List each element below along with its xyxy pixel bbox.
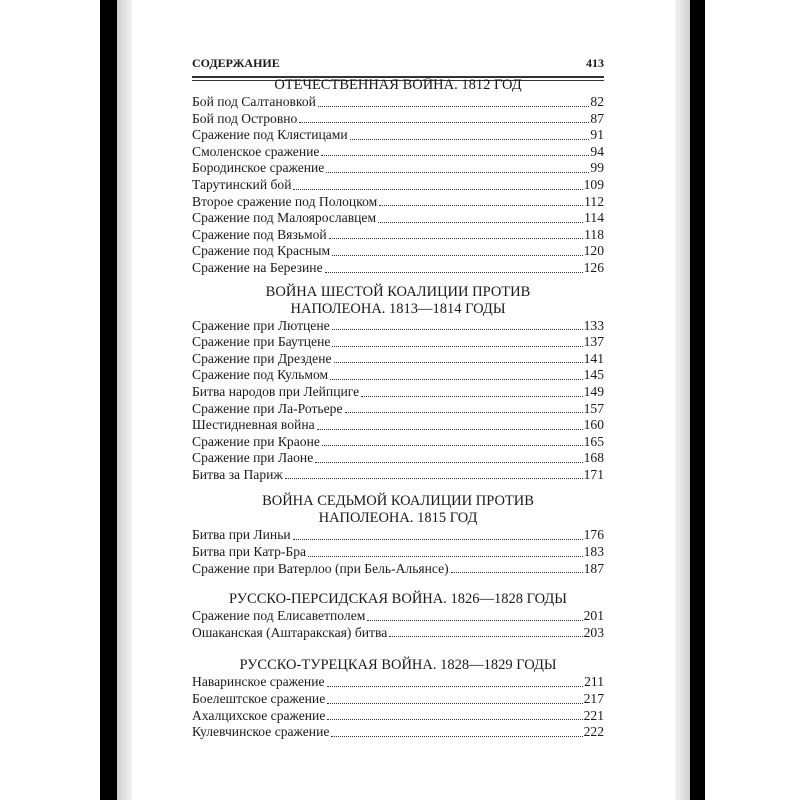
dot-leader [327, 703, 582, 704]
toc-entry [192, 608, 604, 625]
entry-title: Сражение при Краоне [192, 433, 320, 449]
toc-entry [192, 111, 604, 128]
entry-page-number: 203 [583, 624, 604, 640]
toc-entry [192, 527, 604, 544]
entry-page-number: 91 [590, 127, 604, 143]
section-title: РУССКО-ПЕРСИДСКАЯ ВОЙНА. 1826—1828 ГОДЫ [229, 591, 567, 608]
dot-leader [308, 556, 583, 557]
entry-title: Битва за Париж [192, 466, 283, 482]
entry-title: Сражение при Ватерлоо (при Бель-Альянсе) [192, 560, 449, 576]
section-title: НАПОЛЕОНА. 1815 ГОД [318, 510, 478, 527]
entry-page-number: 165 [583, 433, 604, 449]
dot-leader [361, 396, 582, 397]
entry-page-number: 82 [590, 94, 604, 109]
toc-entry [192, 243, 604, 260]
toc-entry [192, 351, 604, 368]
dot-leader [331, 736, 582, 737]
toc-entry [192, 127, 604, 144]
section-title: ОТЕЧЕСТВЕННАЯ ВОЙНА. 1812 ГОД [274, 77, 522, 93]
entry-title: Шестидневная война [192, 417, 315, 433]
toc-entry [192, 708, 604, 725]
toc-entry [192, 561, 604, 578]
entry-page-number: 141 [583, 350, 604, 366]
entry-page-number: 201 [583, 608, 604, 624]
dot-leader [325, 272, 583, 273]
dot-leader [350, 139, 590, 140]
dot-leader [327, 719, 582, 720]
toc-entry [192, 94, 604, 111]
entry-page-number: 160 [583, 417, 604, 433]
entry-title: Бородинское сражение [192, 160, 325, 176]
toc-section [192, 284, 604, 484]
toc-entry [192, 210, 604, 227]
dot-leader [327, 686, 584, 687]
entry-title: Сражение на Березине [192, 259, 323, 275]
entry-title: Ошаканская (Аштаракская) битва [192, 624, 388, 640]
dot-leader [326, 172, 589, 173]
toc-entry [192, 724, 604, 741]
section-title: НАПОЛЕОНА. 1813—1814 ГОДЫ [290, 300, 506, 317]
dot-leader [315, 462, 582, 463]
entry-page-number: 217 [583, 691, 604, 707]
dot-leader [299, 122, 589, 123]
entry-page-number: 114 [584, 210, 604, 226]
entry-page-number: 120 [583, 243, 604, 259]
entry-title: Кулевчинское сражение [192, 724, 330, 740]
section-title: РУССКО-ТУРЕЦКАЯ ВОЙНА. 1828—1829 ГОДЫ [239, 657, 557, 674]
toc-section [192, 77, 604, 277]
toc-entry [192, 260, 604, 277]
entry-page-number: 118 [584, 226, 604, 242]
page-number: 413 [586, 56, 604, 70]
dot-leader [293, 539, 583, 540]
toc-entry [192, 194, 604, 211]
dot-leader [332, 346, 582, 347]
entry-title: Бой под Салтановкой [192, 94, 316, 109]
entry-page-number: 94 [590, 143, 604, 159]
entry-title: Наваринское сражение [192, 674, 325, 690]
entry-title: Сражение под Малоярославцем [192, 210, 377, 226]
entry-page-number: 183 [583, 544, 604, 560]
toc-entry [192, 160, 604, 177]
running-header [192, 56, 604, 70]
dot-leader [330, 379, 583, 380]
toc-entry [192, 674, 604, 691]
toc-section [192, 657, 604, 740]
toc-entry [192, 318, 604, 335]
toc-entry [192, 367, 604, 384]
entry-title: Тарутинский бой [192, 176, 292, 192]
table-of-contents [192, 77, 604, 741]
dot-leader [321, 155, 589, 156]
toc-entry [192, 334, 604, 351]
toc-section [192, 493, 604, 577]
entry-title: Сражение под Клястицами [192, 127, 348, 143]
entry-title: Сражение при Ла-Ротьере [192, 400, 343, 416]
toc-entry [192, 467, 604, 484]
entry-page-number: 187 [583, 560, 604, 576]
toc-entry [192, 434, 604, 451]
toc-entry [192, 417, 604, 434]
entry-page-number: 126 [583, 259, 604, 275]
entry-page-number: 168 [583, 450, 604, 466]
entry-title: Битва при Линьи [192, 527, 291, 543]
entry-title: Смоленское сражение [192, 143, 320, 159]
dot-leader [379, 205, 583, 206]
entry-page-number: 112 [584, 193, 604, 209]
header-title: СОДЕРЖАНИЕ [192, 56, 280, 70]
dot-leader [293, 189, 582, 190]
dot-leader [345, 412, 583, 413]
right-black-border [690, 0, 705, 800]
entry-title: Сражение при Баутцене [192, 334, 331, 350]
entry-title: Сражение под Кульмом [192, 367, 329, 383]
entry-page-number: 222 [583, 724, 604, 740]
entry-page-number: 149 [583, 383, 604, 399]
toc-entry [192, 544, 604, 561]
entry-page-number: 133 [583, 317, 604, 333]
dot-leader [322, 445, 583, 446]
section-title: ВОЙНА ШЕСТОЙ КОАЛИЦИИ ПРОТИВ [265, 283, 531, 300]
entry-title: Боелештское сражение [192, 691, 326, 707]
toc-entry [192, 384, 604, 401]
right-page-shadow [675, 0, 690, 800]
entry-title: Второе сражение под Полоцком [192, 193, 378, 209]
dot-leader [332, 329, 583, 330]
toc-entry [192, 450, 604, 467]
entry-page-number: 176 [583, 527, 604, 543]
toc-entry [192, 625, 604, 642]
entry-page-number: 157 [583, 400, 604, 416]
dot-leader [332, 255, 583, 256]
dot-leader [451, 572, 583, 573]
toc-section [192, 591, 604, 641]
dot-leader [329, 238, 583, 239]
entry-page-number: 109 [583, 176, 604, 192]
entry-title: Сражение при Лютцене [192, 317, 330, 333]
entry-page-number: 145 [583, 367, 604, 383]
dot-leader [389, 636, 582, 637]
entry-title: Битва при Катр-Бра [192, 544, 307, 560]
entry-page-number: 211 [584, 674, 604, 690]
left-black-border [100, 0, 117, 800]
dot-leader [285, 478, 583, 479]
dot-leader [378, 222, 583, 223]
entry-title: Сражение под Вязьмой [192, 226, 327, 242]
dot-leader [334, 362, 583, 363]
entry-title: Сражение под Красным [192, 243, 331, 259]
entry-page-number: 221 [583, 707, 604, 723]
dot-leader [367, 620, 582, 621]
toc-entry [192, 401, 604, 418]
toc-entry [192, 144, 604, 161]
entry-title: Ахалцихское сражение [192, 707, 326, 723]
entry-page-number: 137 [583, 334, 604, 350]
entry-title: Сражение при Лаоне [192, 450, 314, 466]
entry-title: Сражение при Дрездене [192, 350, 332, 366]
entry-page-number: 99 [590, 160, 604, 176]
entry-page-number: 87 [590, 110, 604, 126]
dot-leader [317, 429, 583, 430]
toc-entry [192, 177, 604, 194]
entry-title: Бой под Островно [192, 110, 298, 126]
entry-title: Сражение под Елисаветполем [192, 608, 366, 624]
left-page-shadow [117, 0, 132, 800]
toc-entry [192, 227, 604, 244]
section-title: ВОЙНА СЕДЬМОЙ КОАЛИЦИИ ПРОТИВ [262, 493, 534, 510]
entry-title: Битва народов при Лейпциге [192, 383, 360, 399]
toc-entry [192, 691, 604, 708]
dot-leader [318, 106, 590, 107]
entry-page-number: 171 [583, 466, 604, 482]
